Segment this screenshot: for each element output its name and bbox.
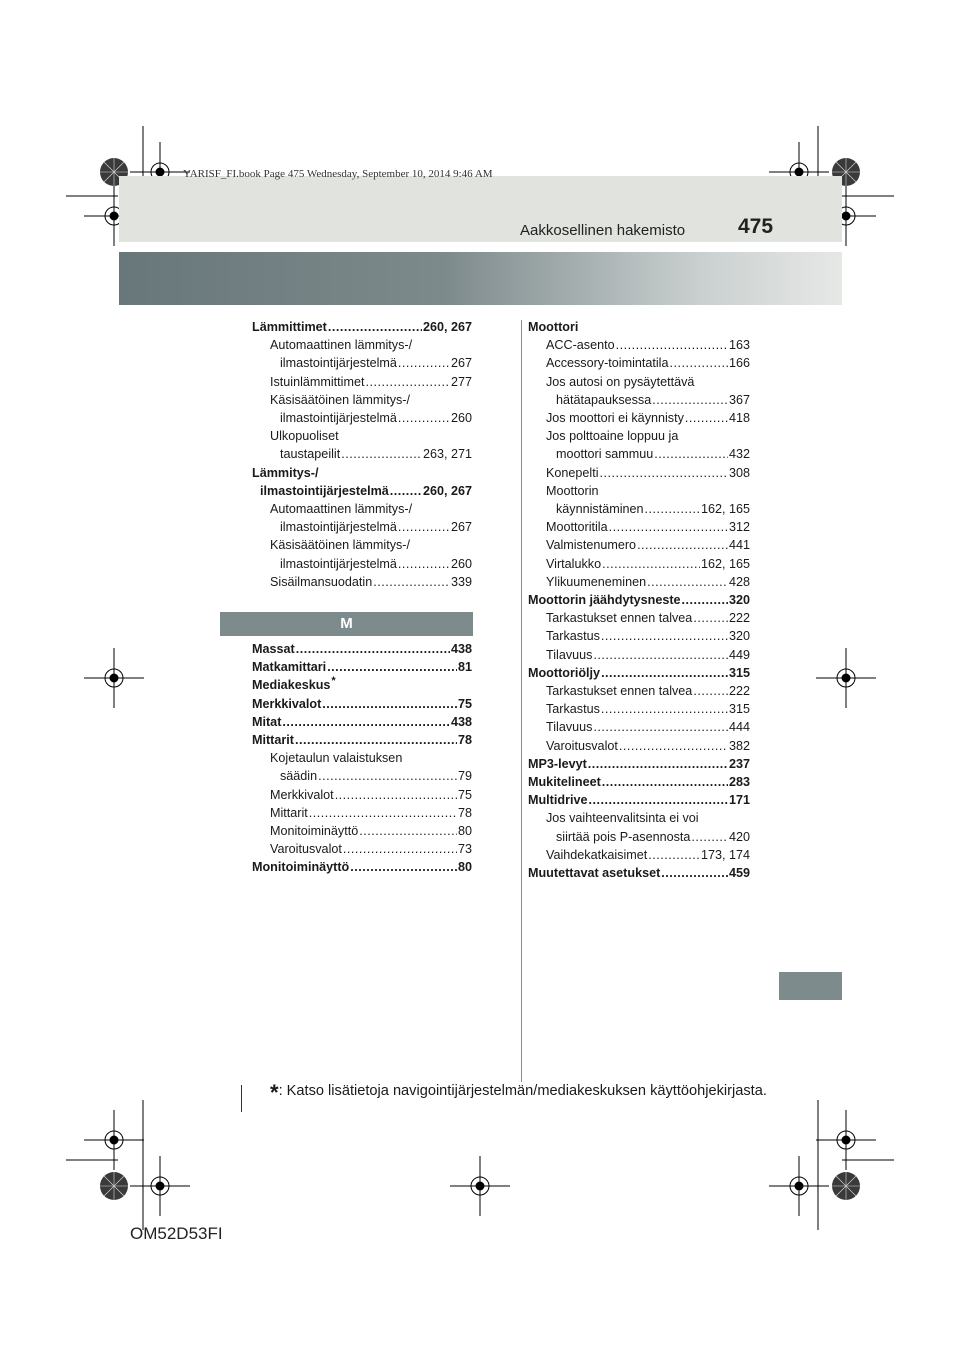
entry-title: Monitoiminäyttö — [252, 860, 350, 875]
entry-pages: 80 — [457, 860, 472, 875]
footnote-rule — [241, 1085, 242, 1112]
entry-title: Moottoritila — [546, 520, 608, 535]
entry-title: Matkamittari — [252, 660, 327, 675]
entry-pages: 459 — [728, 866, 750, 881]
index-entry — [252, 427, 472, 445]
entry-leader-dots — [327, 658, 457, 676]
entry-title: Valmistenumero — [546, 538, 637, 553]
entry-title: Massat — [252, 642, 295, 656]
entry-pages: 260, 267 — [422, 483, 472, 498]
index-entry — [528, 373, 750, 391]
entry-leader-dots — [601, 700, 728, 718]
entry-pages: 263, 271 — [422, 447, 472, 462]
entry-leader-dots — [309, 804, 457, 822]
column-divider — [521, 320, 522, 1082]
entry-title: Tilavuus — [546, 720, 593, 735]
section-thumb-tab — [779, 972, 842, 1000]
index-entry — [528, 464, 750, 482]
index-entry — [252, 840, 472, 858]
entry-pages: 320 — [728, 593, 750, 608]
header-band — [119, 176, 842, 242]
entry-title: Accessory-toimintatila — [546, 356, 669, 371]
entry-title: Automaattinen lämmitys-/ — [270, 502, 413, 517]
entry-leader-dots — [343, 840, 457, 858]
entry-title: Jos moottori ei käynnisty — [546, 411, 684, 426]
index-entry — [252, 658, 472, 676]
entry-leader-dots — [593, 646, 728, 664]
entry-leader-dots — [322, 695, 457, 713]
index-entry — [252, 767, 472, 785]
entry-title: MP3-levyt — [528, 756, 587, 771]
entry-leader-dots — [693, 609, 728, 627]
entry-leader-dots — [637, 536, 728, 554]
index-entry — [528, 427, 750, 445]
index-entry — [252, 804, 472, 822]
entry-leader-dots — [588, 755, 728, 773]
index-entry — [528, 482, 750, 500]
entry-pages: 73 — [457, 842, 472, 857]
entry-title: Merkkivalot — [252, 696, 322, 711]
entry-leader-dots — [350, 858, 457, 876]
index-entry — [252, 695, 472, 713]
entry-pages: 441 — [728, 538, 750, 553]
index-entry — [252, 391, 472, 409]
index-entry — [528, 573, 750, 591]
entry-pages: 78 — [457, 805, 472, 820]
entry-title: Mediakeskus — [252, 678, 331, 693]
entry-pages: 438 — [450, 642, 472, 656]
entry-leader-dots — [645, 500, 700, 518]
entry-leader-dots — [654, 445, 728, 463]
entry-title: hätätapauksessa — [556, 392, 652, 407]
entry-pages: 308 — [728, 465, 750, 480]
entry-title: siirtää pois P-asennosta — [556, 829, 691, 844]
entry-leader-dots — [682, 591, 728, 609]
index-entry — [528, 354, 750, 372]
entry-title: Jos vaihteenvalitsinta ei voi — [546, 811, 699, 826]
entry-pages: 171 — [728, 793, 750, 808]
index-entry — [528, 409, 750, 427]
index-entry — [528, 609, 750, 627]
index-entry — [252, 676, 472, 694]
entry-pages: 163 — [728, 338, 750, 353]
entry-title: ilmastointijärjestelmä — [260, 483, 389, 498]
index-entry — [528, 700, 750, 718]
entry-title: ilmastointijärjestelmä — [280, 520, 397, 535]
entry-leader-dots — [295, 731, 457, 749]
entry-title: Muutettavat asetukset — [528, 866, 661, 881]
book-stamp: YARISF_FI.book Page 475 Wednesday, September 10, 2014 9:46 AM — [183, 168, 493, 180]
entry-title: Tarkastus — [546, 629, 600, 644]
index-entry — [252, 373, 472, 391]
entry-title: Istuinlämmittimet — [270, 374, 365, 389]
entry-leader-dots — [693, 682, 728, 700]
index-entry — [528, 809, 750, 827]
index-entry — [528, 791, 750, 809]
entry-pages: 267 — [450, 356, 472, 371]
entry-pages: 444 — [728, 720, 750, 735]
entry-leader-dots — [398, 354, 450, 372]
header-gradient-bar — [119, 252, 842, 305]
entry-pages: 320 — [728, 629, 750, 644]
index-entry — [252, 482, 472, 500]
page-number: 475 — [738, 215, 774, 238]
entry-title: ilmastointijärjestelmä — [280, 556, 397, 571]
entry-title: Käsisäätöinen lämmitys-/ — [270, 538, 410, 553]
entry-pages: 277 — [450, 374, 472, 389]
entry-leader-dots — [328, 318, 422, 336]
entry-title: taustapeilit — [280, 447, 341, 462]
entry-title: Virtalukko — [546, 556, 602, 571]
entry-title: Kojetaulun valaistuksen — [270, 751, 403, 766]
index-entry — [528, 591, 750, 609]
entry-title: Lämmittimet — [252, 320, 327, 334]
entry-title: Vaihdekatkaisimet — [546, 847, 648, 862]
index-entry — [528, 555, 750, 573]
entry-pages: 382 — [728, 738, 750, 753]
entry-pages: 173, 174 — [700, 847, 750, 862]
entry-title: Moottorin jäähdytysneste — [528, 593, 681, 608]
index-entry — [528, 846, 750, 864]
entry-title: ilmastointijärjestelmä — [280, 356, 397, 371]
entry-title: ilmastointijärjestelmä — [280, 411, 397, 426]
document-code: OM52D53FI — [130, 1224, 223, 1243]
section-letter: M — [340, 615, 353, 632]
index-entry — [528, 755, 750, 773]
entry-leader-dots — [669, 354, 728, 372]
entry-title: Jos polttoaine loppuu ja — [546, 429, 679, 444]
entry-pages: 79 — [457, 769, 472, 784]
entry-title: Tilavuus — [546, 647, 593, 662]
footnote-marker: * — [331, 675, 336, 688]
entry-leader-dots — [600, 464, 728, 482]
entry-leader-dots — [390, 482, 422, 500]
entry-title: Automaattinen lämmitys-/ — [270, 338, 413, 353]
index-entry — [252, 500, 472, 518]
entry-pages: 315 — [728, 702, 750, 717]
entry-title: Käsisäätöinen lämmitys-/ — [270, 392, 410, 407]
index-entry — [252, 445, 472, 463]
footnote-star: * — [270, 1080, 279, 1105]
entry-leader-dots — [661, 864, 728, 882]
entry-pages: 260, 267 — [422, 320, 472, 334]
entry-pages: 432 — [728, 447, 750, 462]
entry-pages: 267 — [450, 520, 472, 535]
entry-pages: 428 — [728, 574, 750, 589]
entry-pages: 260 — [450, 556, 472, 571]
index-entry — [252, 336, 472, 354]
entry-pages: 78 — [457, 733, 472, 748]
entry-title: Jos autosi on pysäytettävä — [546, 374, 695, 389]
header-title: Aakkosellinen hakemisto — [520, 222, 686, 239]
index-entry — [528, 864, 750, 882]
entry-title: Varoitusvalot — [546, 738, 618, 753]
entry-pages: 449 — [728, 647, 750, 662]
index-entry — [528, 536, 750, 554]
index-entry — [252, 318, 472, 336]
entry-leader-dots — [601, 664, 728, 682]
entry-title: Lämmitys-/ — [252, 465, 319, 480]
index-entry — [528, 445, 750, 463]
entry-leader-dots — [648, 846, 700, 864]
entry-pages: 75 — [457, 696, 472, 711]
entry-pages: 283 — [728, 775, 750, 790]
entry-title: Tarkastus — [546, 702, 600, 717]
index-entry — [528, 391, 750, 409]
entry-title: Tarkastukset ennen talvea — [546, 684, 693, 699]
index-entry — [252, 555, 472, 573]
entry-title: Mittarit — [270, 805, 308, 820]
index-column-left — [252, 318, 472, 591]
entry-title: Moottoriöljy — [528, 665, 601, 680]
entry-pages: 162, 165 — [700, 502, 750, 517]
entry-pages: 315 — [728, 665, 750, 680]
entry-pages: 222 — [728, 611, 750, 626]
index-entry — [528, 627, 750, 645]
entry-pages: 438 — [450, 714, 472, 729]
entry-title: Moottorin — [546, 483, 599, 498]
entry-leader-dots — [365, 373, 450, 391]
entry-leader-dots — [602, 555, 700, 573]
index-entry — [252, 713, 472, 731]
entry-leader-dots — [318, 767, 457, 785]
index-entry — [252, 464, 472, 482]
index-entry — [252, 822, 472, 840]
entry-title: Konepelti — [546, 465, 599, 480]
entry-pages: 418 — [728, 411, 750, 426]
entry-leader-dots — [652, 391, 728, 409]
entry-leader-dots — [341, 445, 422, 463]
entry-pages: 162, 165 — [700, 556, 750, 571]
index-entry — [528, 646, 750, 664]
entry-pages: 81 — [457, 660, 472, 675]
entry-leader-dots — [691, 828, 728, 846]
index-column-right — [528, 318, 750, 882]
entry-title: ACC-asento — [546, 338, 615, 353]
entry-leader-dots — [398, 409, 450, 427]
entry-title: Ulkopuoliset — [270, 429, 339, 444]
entry-leader-dots — [593, 718, 728, 736]
entry-title: Tarkastukset ennen talvea — [546, 611, 693, 626]
index-entry — [252, 731, 472, 749]
entry-pages: 420 — [728, 829, 750, 844]
index-entry — [528, 718, 750, 736]
entry-title: Varoitusvalot — [270, 842, 342, 857]
index-entry — [528, 773, 750, 791]
entry-leader-dots — [296, 640, 450, 658]
entry-pages: 222 — [728, 684, 750, 699]
index-entry — [528, 518, 750, 536]
footnote — [270, 1080, 767, 1106]
index-entry — [528, 500, 750, 518]
index-entry — [252, 409, 472, 427]
entry-leader-dots — [373, 573, 450, 591]
entry-title: Mukitelineet — [528, 775, 601, 790]
entry-leader-dots — [685, 409, 728, 427]
index-entry — [252, 858, 472, 876]
entry-pages: 367 — [728, 392, 750, 407]
entry-title: Merkkivalot — [270, 787, 334, 802]
index-entry — [252, 354, 472, 372]
entry-leader-dots — [359, 822, 457, 840]
entry-leader-dots — [588, 791, 728, 809]
entry-leader-dots — [602, 773, 728, 791]
entry-title: Sisäilmansuodatin — [270, 574, 373, 589]
entry-pages: 166 — [728, 356, 750, 371]
index-entry — [252, 749, 472, 767]
entry-leader-dots — [616, 336, 728, 354]
index-entry — [252, 640, 472, 658]
index-entry — [528, 318, 750, 336]
index-entry — [252, 536, 472, 554]
entry-title: Moottori — [528, 320, 579, 334]
entry-title: Mittarit — [252, 733, 294, 748]
index-entry — [528, 682, 750, 700]
entry-title: Ylikuumeneminen — [546, 574, 647, 589]
entry-title: Multidrive — [528, 793, 588, 808]
entry-pages: 80 — [457, 824, 472, 839]
index-entry — [528, 336, 750, 354]
entry-title: Monitoiminäyttö — [270, 824, 359, 839]
entry-title: moottori sammuu — [556, 447, 654, 462]
entry-leader-dots — [619, 737, 728, 755]
index-entry — [528, 664, 750, 682]
entry-pages: 75 — [457, 787, 472, 802]
entry-leader-dots — [398, 555, 450, 573]
index-entry — [252, 573, 472, 591]
entry-pages: 237 — [728, 756, 750, 771]
index-entry — [528, 737, 750, 755]
entry-leader-dots — [398, 518, 450, 536]
index-column-left-m — [252, 640, 472, 877]
entry-title: säädin — [280, 769, 318, 784]
entry-leader-dots — [647, 573, 728, 591]
entry-leader-dots — [601, 627, 728, 645]
index-entry — [528, 828, 750, 846]
entry-pages: 260 — [450, 411, 472, 426]
footnote-text: : Katso lisätietoja navigointijärjestelmän/mediakeskuksen käyttöohjekirjasta. — [278, 1083, 767, 1099]
entry-leader-dots — [282, 713, 450, 731]
entry-title: käynnistäminen — [556, 502, 644, 517]
index-entry — [252, 518, 472, 536]
entry-title: Mitat — [252, 714, 282, 729]
entry-leader-dots — [335, 786, 457, 804]
entry-leader-dots — [609, 518, 728, 536]
entry-pages: 339 — [450, 574, 472, 589]
entry-pages: 312 — [728, 520, 750, 535]
index-entry — [252, 786, 472, 804]
